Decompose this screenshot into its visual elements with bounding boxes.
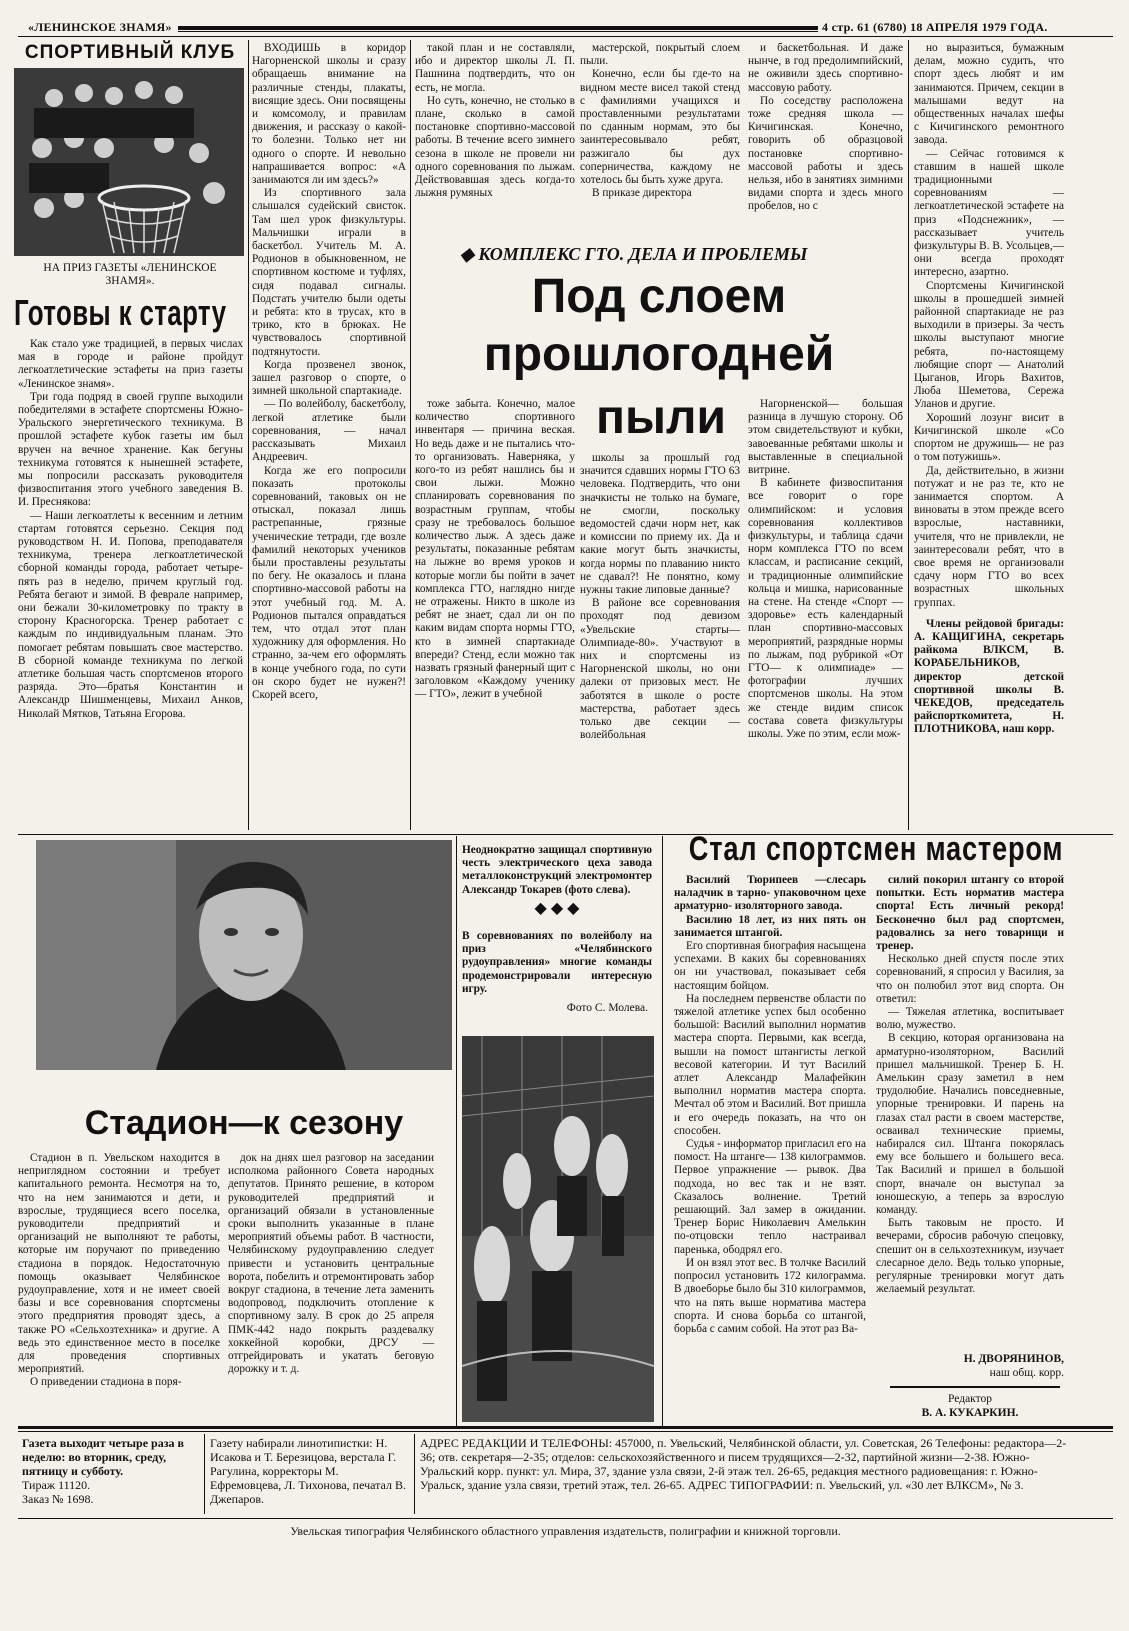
- main-article-col4b: Нагорненской— большая разница в лучшую сторону. Об этом свидетельствуют и кубки, завоеванные ребятами школы и выставленные в специальной витрине. В кабинете физвоспитания все говорит о горе олимпийском: и условия соревнования коллективов физкультуры, и таблица сдачи норм комплекса ГТО по всем классам, и расписание секций, и традиционные олимпийские кольца и мишка, нарисованные на стене. На стенде «Спорт — здоровье» есть календарный план спортивно-массовых мероприятий, разрядные нормы по лыжам, под рубрикой «От ГТО— к олимпиаде» — фотографии лучших спортсменов школы. На этом же стенде видим список состава совета физкультуры школы. Уже по этим, если мож-: [748, 398, 903, 741]
- stadium-headline: Стадион—к сезону: [84, 1104, 404, 1142]
- tokarev-caption: Неоднократно защищал спортивную честь электрического цеха завода металлоконструкций электромонтер Александр Токарев (фото слева).: [462, 844, 652, 896]
- main-article-col4: и баскетбольная. И даже нынче, в год предолимпийский, не оживили здесь спортивно-массовую работу. По соседству расположена тоже средняя школа —Кичигинская. Конечно, говорить об образцовой постановке спортивно-массовой работы и здесь нельзя, ибо в занятиях зимними видами спорта и здесь много пробелов, но с: [748, 42, 903, 213]
- master-col2: силий покорил штангу со второй попытки. Есть норматив мастера спорта! Есть личный рекорд! Бесконечно был рад спортсмен, радовались за него товарищи и тренер. Несколько дней спустя после этих соревнований, я спросил у Василия, за что он полюбил этот вид спорта. Он ответил: — Тяжелая атлетика, воспитывает волю, мужество. В секцию, которая организована на арматурно-изоляторном, Василий пришел мальчишкой. Тренер Б. Н. Амелькин сразу заметил в нем трудолюбие. Начались повседневные, упорные тренировки. И парень на глазах стал расти в своем мастерстве, осваивал технические приемы, набирался сил. Штанга покорялась ему все большего и большего веса. Так Василий и пришел в большой спорт, вначале он выступал за юношескую, а теперь за взрослую команду. Быть таковым не просто. И вечерами, сбросив рабочую спецовку, спешит он в сельхозтехникум, изучает слесарное дело. Ведь только упорные, регулярные тренировки могут дать желаемый результат.: [876, 874, 1064, 1296]
- main-article-col3: мастерской, покрытый слоем пыли. Конечно, если бы где-то на видном месте висел такой стенд с фамилиями учащихся и проставленными результатами по сданным нормам, это бы заинтересовывало ребят, разжигало бы дух соперничества, каждому не хотелось бы быть хуже друга. В приказе директора: [580, 42, 740, 200]
- sport-club-photo: [14, 68, 244, 256]
- main-headline-line2: прошлогодней: [483, 328, 835, 381]
- tokarev-portrait: [36, 840, 452, 1070]
- master-author: Н. ДВОРЯНИНОВ, наш общ. корр.: [963, 1353, 1064, 1379]
- sport-club-photo-caption: НА ПРИЗ ГАЗЕТЫ «ЛЕНИНСКОЕ ЗНАМЯ».: [43, 262, 217, 287]
- ready-to-start-body: [18, 338, 243, 721]
- main-article-col2b: тоже забыта. Конечно, малое количество спортивного инвентаря — причина веская. Но ведь даже и не пытались что-то организовать. Наверняка, у кого-то из ребят нашлись бы и свои лыжи. Можно спланировать соревнования по возрастным группам, чтобы сразу не требовалось большое количество лыж. А здесь даже результаты, показанные ребятам на лыжне во время уроков и которые могли бы пойти в зачет комплекса ГТО, наглядно нигде не отражены. Никто в школе из ребят не знает, сдал ли он по каким видам спорта нормы ГТО, кто в зимней спартакиаде впереди? Стенд, если можно так назвать грязный фанерный щит с заголовком «Каждому ученику — ГТО», лежит в учебной: [415, 398, 575, 701]
- ready-to-start-para: — Наши легкоатлеты к весенним и летним стартам готовятся серьезно. Секция под руководством Н. И. Попова, преподавателя техникума, тренера легкоатлетической сборной команды города, работает четыре-пять раз в неделю, причем круглый год. Ребята бегают и зимой. В феврале например, они бежали 30-километровку по тракту в сторону Красногорска. Тренер работает с каждым по индивидуальным планам. Это помогает ребятам повышать свое мастерство. В сборной команде техникума по легкой атлетике большая часть спортсменов второго разряда. Это—братья Константин и Александр Шишменцевы, Михаил Анков, Николай Мятков, Татьяна Егорова.: [18, 509, 243, 720]
- footer-address-block: АДРЕС РЕДАКЦИИ И ТЕЛЕФОНЫ: 457000, п. Увельский, Челябинской области, ул. Советская, 26 Телефоны: редактора—2-36; отв. секретаря—2-35; отделов: сельскохозяйственного и писем трудящихся—2-32, партийной жизни—2-38. Южно-Уральский корр. пункт: ул. Мира, 37, здание узла связи, 2-й этаж тел. 26-65, редакция местного радиовещания: г. Южно-Уральск, здание узла связи, третий этаж, тел. 26-65. АДРЕС ТИПОГРАФИИ: п. Увельский, ул. «30 лет ВЛКСМ», № 3.: [420, 1436, 1067, 1492]
- main-headline: [414, 268, 904, 384]
- main-headline-line1: Под слоем: [531, 270, 787, 323]
- main-article-col2: такой план и не составляли, ибо и директор школы Л. П. Пашнина подтвердить, что он есть, не могла. Но суть, конечно, не столько в плане, сколько в самой постановке спортивно-массовой работы. В течение всего зимнего сезона в школе не провели ни одного соревнования по лыжам. Действовавшая здесь когда-то лыжня румяных: [415, 42, 575, 200]
- footer-schedule-block: Газета выходит четыре раза в неделю: во вторник, среду, пятницу и субботу. Тираж 11120. Заказ № 1698.: [22, 1436, 185, 1506]
- raid-team-signature: Члены рейдовой бригады: А. КАЩИГИНА, секретарь райкома ВЛКСМ, В. КОРАБЕЛЬНИКОВ, директор детской спортивной школы В. ЧЕКЕДОВ, председатель райспорткомитета, Н. ПЛОТНИКОВА, наш корр.: [914, 617, 1064, 736]
- editor-block: [876, 1392, 1064, 1420]
- ready-to-start-para: Три года подряд в своей группе выходили победителями в эстафете спортсмены Южно-Уральского энергетического техникума. В прошлой эстафете кубок газеты им был вручен на вечное хранение. Как бегуны техникума готовятся к нынешней эстафете, мы попросили рассказать руководителя физвоспитания этого учебного заведения В. И. Преснякова:: [18, 390, 243, 509]
- footer-printer: Увельская типография Челябинского областного управления издательств, полиграфии и книжной торговли.: [290, 1524, 841, 1538]
- editor-label: Редактор: [948, 1393, 992, 1405]
- stadium-col1: Стадион в п. Увельском находится в неприглядном состоянии и требует капитального ремонта. Несмотря на то, что на нем занимаются и дети, и взрослые, трудящиеся всего поселка, руководители предприятий и организаций не выполняют те работы, которые им поручают по приведению стадиона в порядок. Недостаточную помощь оказывает Челябинское рудоуправление, хотя и не имеет своей базы и все соревнования спортсмены этого предприятия проводят здесь, а также РО «Сельхозтехника» и другие. А ведь это единственное место в поселке для проведения спортивных мероприятий. О приведении стадиона в поря-: [18, 1152, 220, 1389]
- volleyball-game-image: [462, 1036, 654, 1422]
- volleyball-caption: В соревнованиях по волейболу на приз «Челябинского рудоуправления» многие команды продемонстрировали интересную игру.: [462, 930, 652, 995]
- sport-club-rubric: СПОРТИВНЫЙ КЛУБ: [24, 42, 236, 63]
- man-portrait-image: [36, 840, 452, 1070]
- masthead-rule: [178, 26, 818, 30]
- children-with-basketball-hoop-image: [14, 68, 244, 256]
- main-article-col5: но выразиться, бумажным делам, можно судить, что спорт здесь любят и им занимаются. Причем, секции в малышами ведут на общественных началах шефы с Кичигинского ремонтного завода. — Сейчас готовимся к ставшим в нашей школе традиционными соревнованиям — легкоатлетической эстафете на приз «Подснежник», — рассказывает учитель физкультуры В. В. Усольцев,—они всегда проходят интересно, азартно. Спортсмены Кичигинской школы в прошедшей зимней районной спартакиаде не раз выходили в призеры. За честь школы выступают многие ребята, по-настоящему любящие спорт — Анатолий Цыганов, Игорь Вахитов, Люба Шеметова, Сережа Уланов и другие. Хороший лозунг висит в Кичигинской школе «Со спортом не дружишь— не раз о том потужишь». Да, действительно, в жизни потужат и не раз те, кто не занимается спортом. А виноваты в этом прежде всего взрослые, наставники, учителя, что не привлекли, не заинтересовали ребят, что в свое время не организовали сдачу норм ГТО во всех возрастных школьных группах. Члены рейдовой бригады: А. КАЩИГИНА, секретарь райкома ВЛКСМ, В. КОРАБЕЛЬНИКОВ, директор детской спортивной школы В. ЧЕКЕДОВ, председатель райспорткомитета, Н. ПЛОТНИКОВА, наш корр.: [914, 42, 1064, 736]
- ready-to-start-para: Как стало уже традицией, в первых числах мая в городе и районе пройдут легкоатлетические эстафеты на приз газеты «Ленинское знамя».: [18, 338, 243, 390]
- footer-top-rule: [18, 1426, 1113, 1429]
- masthead-paper-name: «ЛЕНИНСКОЕ ЗНАМЯ»: [28, 20, 172, 34]
- editor-name: В. А. КУКАРКИН.: [921, 1407, 1019, 1419]
- photo-credit: Фото С. Молева.: [566, 1002, 648, 1014]
- masthead-issue-info: 4 стр. 61 (6780) 18 АПРЕЛЯ 1979 ГОДА.: [822, 20, 1048, 34]
- stadium-col2: док на днях шел разговор на заседании исполкома районного Совета народных депутатов. Принято решение, в котором руководителей предприятий и организаций обязали в установленные сроки выполнить указанные в плане мероприятий объемы работ. В частности, Челябинскому рудоуправлению следует привести и установить центральные ворота, побелить и отремонтировать забор вокруг стадиона, в течение лета заменить водопровод, подключить отопление к спортивному залу. В срок до 25 апреля ПМК-442 надо покрыть раздевалку хоккейной коробки, ДРСУ — отгрейдировать и укатать беговую дорожку и т. д.: [228, 1152, 434, 1376]
- master-headline: Стал спортсмен мастером: [688, 830, 1064, 868]
- header-underline: [18, 36, 1113, 37]
- volleyball-photo: [462, 1036, 654, 1422]
- gto-rubric: ◆ КОМПЛЕКС ГТО. ДЕЛА И ПРОБЛЕМЫ: [460, 244, 808, 264]
- stars-divider: ◆ ◆ ◆: [534, 900, 580, 917]
- main-headline-line3: пыли: [596, 391, 726, 444]
- footer-typeset-block: Газету набирали линотипистки: Н. Исакова и Т. Березицова, верстала Г. Рагулина, корректоры М. Ефремовцева, Л. Тихонова, печатал В. Джепаров.: [210, 1436, 406, 1506]
- main-article-col3b: школы за прошлый год значится сдавших нормы ГТО 63 человека. Подтвердить, что они значкисты не только на бумаге, не смогли, поскольку ведомостей сдачи норм нет, как и комиссии по приему их. Да и какие могут быть значкисты, когда нормы по плаванию никто не сдавал?! Не понятно, кому нужны такие липовые данные? В районе все соревнования проходят под девизом «Увельские старты—Олимпиаде-80». Участвуют в них и спортсмены из Нагорненской школы, но они далеки от призовых мест. Не заботятся в школе о росте мастерства, работает здесь только две секции — волейбольная: [580, 452, 740, 742]
- master-col1: Василий Тюрипеев —слесарь наладчик в тарно- упаковочном цехе арматурно- изоляторного завода. Василию 18 лет, из них пять он занимается штангой. Его спортивная биография насыщена успехами. В каких бы соревнованиях он ни участвовал, показывает себя настоящим бойцом. На последнем первенстве области по тяжелой атлетике успех был особенно большой: Василий выполнил норматив мастера спорта. Первыми, как всегда, вышли на помост штангисты легкой весовой категории. И тут Василий атлет Александр Малафейкин выполнил норматив мастера спорта. Мечтал об этом и Василий. Вот пришла и его очередь показать, на что он способен. Судья - информатор пригласил его на помост. На штанге— 138 килограммов. Первое упражнение — рывок. Два подхода, но вес так и не взят. Сказалось волнение. Третий решающий. Зал замер в ожидании. Тренер Борис Николаевич Амелькин по-отцовски тепло настраивал паренька, ободрял его. И он взял этот вес. В толчке Василий попросил установить 172 килограмма. В двоеборье было бы 310 килограммов, что на пять выше норматива мастера спорта. И снова борьба со штангой, борьба с самим собой. На этот раз Ва-: [674, 874, 866, 1335]
- ready-to-start-headline: Готовы к старту: [14, 292, 227, 333]
- main-article-col1: ВХОДИШЬ в коридор Нагорненской школы и сразу обращаешь внимание на различные стенды, плакаты, висящие здесь. Они посвящены и комсомолу, и правилам движения, и рассказу о какой-то болезни. Только нет ни одного о спорте. И невольно напрашивается вопрос: «А занимаются ли им здесь?» Из спортивного зала слышался судейский свисток. Там шел урок физкультуры. Мальчишки играли в баскетбол. Учитель М. А. Родионов в обыкновенном, не спортивном костюме и туфлях, сидя подавал сигналы. Подстать учителю были одеты и ребята: кто в трусах, кто в трико, кто в брюках. Не чувствовалось спортивной подтянутости. Когда прозвенел звонок, зашел разговор о спорте, о зимней школьной спартакиаде. — По волейболу, баскетболу, легкой атлетике были соревнования, — начал рассказывать Михаил Андреевич. Когда же его попросили показать протоколы соревнований, таковых он не отыскал, показал лишь растрепанные, грязные ученические тетради, где возле фамилий некоторых учеников были проставлены результаты по бегу. Не оказалось и плана спортивно-массовой работы на этот учебный год. М. А. Родионов пытался оправдаться тем, что отдал этот план художнику для оформления. Но странно, за-чем его оформлять в конце учебного года, по сути он скоро будет не нужен?! Скорей всего,: [252, 42, 406, 701]
